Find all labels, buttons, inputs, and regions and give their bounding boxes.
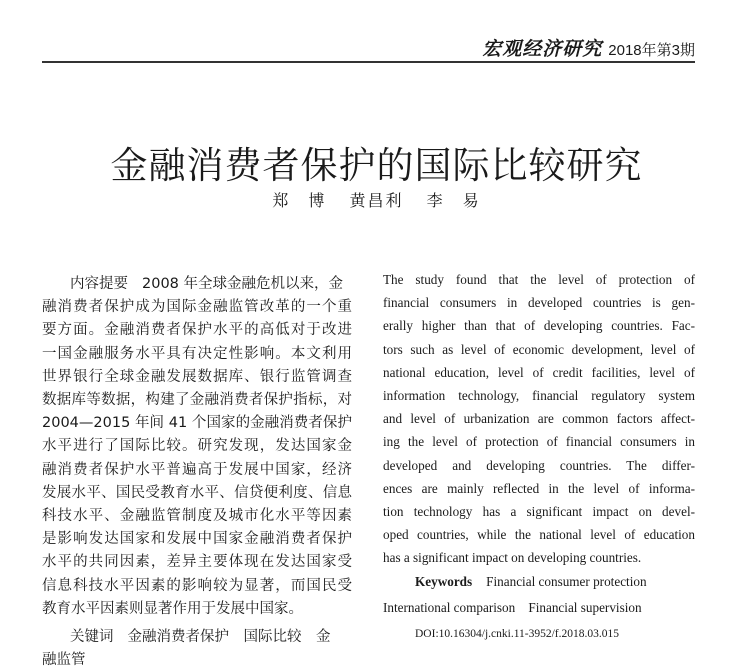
abstract-line: 一国金融服务水平具有决定性影响。本文利用 xyxy=(42,345,352,362)
abstract-line: 发展水平、国民受教育水平、信贷便利度、信息 xyxy=(42,484,352,501)
abstract-line: 科技水平、金融监管制度及城市化水平等因素 xyxy=(42,508,352,524)
abstract-line: 2004—2015 年间 41 个国家的金融消费者保护 xyxy=(42,415,352,432)
abstract-line: 融消费者保护水平普遍高于发展中国家，经济 xyxy=(42,461,352,478)
abstract-line: oped countries, while the national level of education xyxy=(383,527,695,543)
keywords-text: 金融消费者保护 国际比较 金 xyxy=(127,629,331,645)
abstract-line: The study found that the level of protection of xyxy=(383,272,695,287)
keywords-cn-cont: 融监管 xyxy=(42,652,86,669)
abstract-line: 融消费者保护成为国际金融监管改革的一个重 xyxy=(42,299,352,316)
abstract-line: financial consumers in developed countries is gen- xyxy=(383,295,695,311)
abstract-line: 数据库等数据，构建了金融消费者保护指标，对 xyxy=(42,392,352,408)
abstract-line: 信息科技水平因素的影响较为显著，而国民受 xyxy=(42,577,352,594)
abstract-line: 是影响发达国家和发展中国家金融消费者保护 xyxy=(42,531,352,548)
doi: DOI:10.16304/j.cnki.11-3952/f.2018.03.015 xyxy=(415,628,620,640)
keywords-en xyxy=(415,574,695,590)
abstract-line: tors such as level of economic development, level of xyxy=(383,341,695,357)
article-title: 金融消费者保护的国际比较研究 xyxy=(110,143,643,187)
abstract-line xyxy=(70,272,352,293)
abstract-line: national education, level of credit facilities, level of xyxy=(383,364,695,380)
abstract-line: has a significant impact on developing countries. xyxy=(383,550,642,566)
abstract-line: tion technology has a significant impact on devel- xyxy=(383,504,695,519)
author: 黄昌利 xyxy=(349,191,404,210)
abstract-line: and level of urbanization are common factors affect- xyxy=(383,411,695,427)
abstract-line: 水平的共同因素，差异主要体现在发达国家受 xyxy=(42,554,352,571)
abstract-text: 2008 年全球金融危机以来，金 xyxy=(142,276,344,292)
abstract-line: ences are mainly reflected in the level of informa- xyxy=(383,480,695,496)
abstract-line: 水平进行了国际比较。研究发现，发达国家金 xyxy=(42,438,352,455)
abstract-line: developed and developing countries. The differ- xyxy=(383,457,695,473)
abstract-line: 教育水平因素则显著作用于发展中国家。 xyxy=(42,600,303,617)
author: 郑 博 xyxy=(272,191,327,210)
keywords-text: Financial consumer protection xyxy=(486,573,647,589)
abstract-line: ing the level of protection of financial consumers in xyxy=(383,434,695,450)
keywords-label: 关键词 xyxy=(70,629,114,645)
issue-label: 2018年第3期 xyxy=(608,42,695,59)
running-header xyxy=(482,34,695,61)
author: 李 易 xyxy=(426,191,481,210)
header-rule xyxy=(42,61,695,63)
keywords-en-cont: International comparison Financial supervision xyxy=(383,599,642,615)
abstract-line: 世界银行全球金融发展数据库、银行监管调查 xyxy=(42,368,352,385)
journal-name: 宏观经济研究 xyxy=(482,38,603,60)
keywords-label: Keywords xyxy=(415,573,473,589)
authors xyxy=(0,188,753,211)
abstract-line: information technology, financial regulatory system xyxy=(383,388,695,403)
keywords-cn xyxy=(70,625,352,646)
abstract-label: 内容提要 xyxy=(70,276,128,292)
abstract-line: 要方面。金融消费者保护水平的高低对于改进 xyxy=(42,322,352,339)
abstract-line: erally higher than that of developing countries. Fac- xyxy=(383,318,695,334)
